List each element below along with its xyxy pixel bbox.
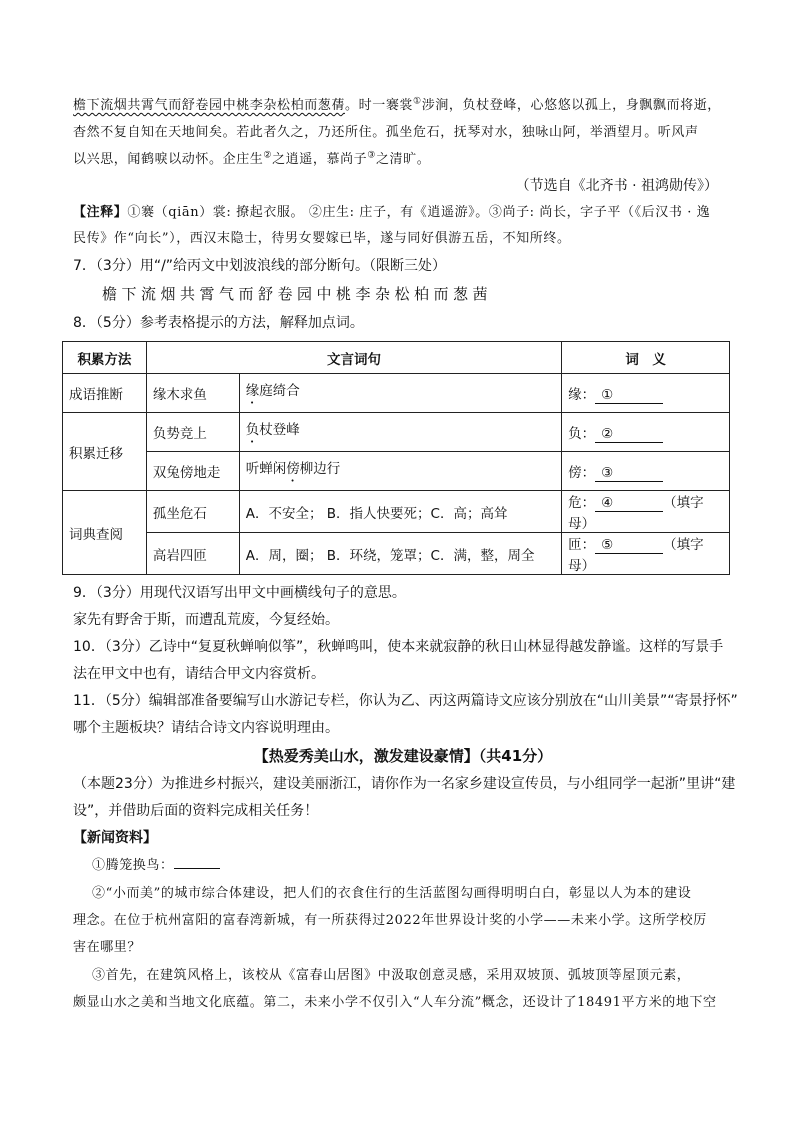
- question-7: 7．（3分）用“/”给丙文中划波浪线的部分断句。（限断三处）: [73, 258, 447, 274]
- section-intro-line-1: （本题23分）为推进乡村振兴，建设美丽浙江，请你作为一名家乡建设宣传员，与小组同学一起浙”里讲“建: [73, 776, 736, 792]
- header-method: 积累方法: [63, 342, 147, 374]
- question-11-line-1: 11．（5分）编辑部准备要编写山水游记专栏，你认为乙、丙这两篇诗文应该分别放在“山川美景”“寄景抒怀”: [73, 693, 738, 709]
- table-row: 积累迁移 负势竞上 负杖登峰 负： ②: [63, 413, 730, 452]
- notes-line-1: 【注释】①褰（qiān）裳: 撩起衣服。 ②庄生: 庄子，有《逍遥游》。③尚子: 尚长，字子平（《后汉书 · 逸: [73, 205, 711, 220]
- header-meaning: 词 义: [562, 342, 730, 374]
- question-7-sentence: 檐下流烟共霄气而舒卷园中桃李杂松柏而葱茜: [102, 285, 493, 303]
- news-item-2-line-1: ②“小而美”的城市综合体建设，把人们的衣食住行的生活蓝图勾画得明明白白，彰显以人为本的建设: [92, 886, 692, 901]
- news-label: 【新闻资料】: [73, 830, 157, 846]
- question-10-line-1: 10．（3分）乙诗中“复夏秋蝉响似筝”，秋蝉鸣叫，使本来就寂静的秋日山林显得越发静谧。这样的写景手: [73, 639, 724, 655]
- passage-line-2: 杳然不复自知在天地间矣。若此者久之，乃还所住。孤坐危石，抚琴对水，独咏山阿，举酒望月。听风声: [73, 125, 699, 140]
- passage-line-3: 以兴思，闻鹤唳以动怀。企庄生②之逍遥，慕尚子③之清旷。: [73, 150, 431, 167]
- answer-blank-1[interactable]: ①: [595, 387, 663, 404]
- wavy-underlined-phrase: 檐下流烟共霄气而舒卷园中桃李杂松柏而葱蒨: [73, 98, 346, 113]
- news-blank[interactable]: [174, 868, 220, 869]
- table-row: 双兔傍地走 听蝉闲傍柳边行 傍： ③: [63, 452, 730, 491]
- table-row: 词典查阅 孤坐危石 A．不安全； B．指人快要死；C．高；高耸 危： ④ （填字母）: [63, 491, 730, 533]
- news-item-2-line-2: 理念。在位于杭州富阳的富春湾新城，有一所获得过2022年世界设计奖的小学——未来小学。这所学校厉: [73, 913, 707, 928]
- answer-blank-4[interactable]: ④: [595, 495, 663, 512]
- section-intro-line-2: 设”，并借助后面的资料完成相关任务！: [73, 803, 319, 819]
- answer-blank-5[interactable]: ⑤: [595, 537, 663, 554]
- passage-line-1: 檐下流烟共霄气而舒卷园中桃李杂松柏而葱蒨。时一褰裳①涉涧，负杖登峰，心悠悠以孤上，身飘飘而将逝，: [73, 96, 721, 113]
- question-9: 9．（3分）用现代汉语写出甲文中画横线句子的意思。: [73, 585, 406, 601]
- answer-blank-3[interactable]: ③: [595, 465, 663, 482]
- news-item-3-line-2: 颇显山水之美和当地文化底蕴。第二，未来小学不仅引入“人车分流”概念，还设计了18491平方米的地下空: [73, 995, 717, 1010]
- question-10-line-2: 法在甲文中也有，请结合甲文内容赏析。: [73, 666, 325, 682]
- question-11-line-2: 哪个主题板块？请结合诗文内容说明理由。: [73, 720, 339, 736]
- news-item-2-line-3: 害在哪里？: [73, 940, 142, 955]
- vocab-table: [62, 341, 730, 575]
- question-8: 8．（5分）参考表格提示的方法，解释加点词。: [73, 315, 364, 331]
- header-phrase: 文言词句: [146, 342, 561, 374]
- table-header-row: [63, 342, 730, 374]
- passage-source: （节选自《北齐书 · 祖鸿勋传》）: [515, 178, 718, 194]
- news-item-1: ①腾笼换鸟：: [92, 856, 752, 876]
- table-row: 高岩四匝 A．周，圈； B．环绕，笼罩；C．满，整，周全 匝： ⑤ （填字母）: [63, 533, 730, 575]
- question-9-sentence: 家先有野舍于斯，而遭乱荒废，今复经始。: [73, 612, 339, 628]
- section-title: 【热爱秀美山水，激发建设豪情】（共41分）: [253, 747, 553, 765]
- table-row: 成语推断 缘木求鱼 缘庭绮合 缘： ①: [63, 374, 730, 413]
- answer-blank-2[interactable]: ②: [595, 426, 663, 443]
- notes-line-2: 民传》作“向长”），西汉末隐士，待男女婴嫁已毕，遂与同好俱游五岳，不知所终。: [73, 231, 571, 246]
- news-item-3-line-1: ③首先，在建筑风格上，该校从《富春山居图》中汲取创意灵感，采用双坡顶、弧坡顶等屋顶元素，: [92, 968, 691, 983]
